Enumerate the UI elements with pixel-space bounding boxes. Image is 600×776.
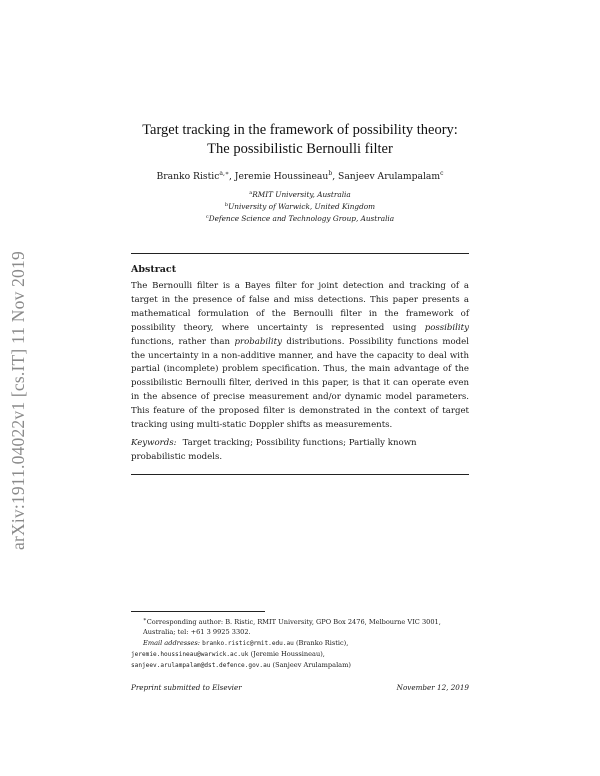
author-name: Branko Ristic (156, 171, 220, 182)
keywords (131, 437, 469, 465)
page-footer (131, 683, 469, 692)
author-name: Sanjeev Arulampalam (338, 171, 441, 182)
abstract-text: The Bernoulli filter is a Bayes filter for joint detection and tracking of a target in the presence of false and miss detections. This paper presents a mathematical formulation of the Bernoulli filter in the framework of possibility theory, where uncertainty is represented using (131, 281, 469, 333)
affiliation-mark: b (224, 202, 229, 208)
affiliation-mark: a (249, 190, 253, 196)
abstract-heading: Abstract (131, 264, 177, 275)
email-link[interactable]: sanjeev.arulampalam@dst.defence.gov.au (131, 662, 271, 669)
abstract-emphasis: possibility (424, 322, 469, 333)
email-owner: (Sanjeev Arulampalam) (272, 661, 351, 669)
footnote-block (131, 615, 469, 671)
arxiv-identifier-stamp: arXiv:1911.04022v1 [cs.IT] 11 Nov 2019 (8, 251, 28, 550)
email-owner: (Branko Ristic), (295, 638, 349, 647)
email-link[interactable]: branko.ristic@rmit.edu.au (202, 639, 294, 647)
corresponding-author-note (131, 615, 469, 638)
affiliation-text: University of Warwick, United Kingdom (228, 202, 376, 211)
affiliation (0, 212, 600, 224)
author-affiliation-mark: c (440, 170, 444, 177)
abstract-emphasis: probability (234, 336, 282, 347)
preprint-note: Preprint submitted to Elsevier (131, 683, 242, 692)
email-label: Email addresses: (143, 638, 201, 647)
keywords-text: Target tracking; Possibility functions; Partially known probabilistic models. (131, 438, 417, 462)
email-line (131, 660, 469, 671)
affiliation (0, 188, 600, 200)
abstract-text: functions, rather than (131, 336, 235, 347)
email-link[interactable]: jeremie.houssineau@warwick.ac.uk (131, 650, 249, 658)
abstract-bottom-rule (131, 474, 469, 475)
affiliation-list (0, 188, 600, 224)
preprint-date: November 12, 2019 (396, 683, 469, 692)
footnote-mark: ∗ (143, 617, 147, 623)
corresponding-author-text: Corresponding author: B. Ristic, RMIT University, GPO Box 2476, Melbourne VIC 3001, Australia; tel: +61 3 9925 3302. (143, 618, 441, 637)
abstract-body (131, 280, 469, 433)
email-owner: (Jeremie Houssineau), (250, 649, 325, 658)
affiliation-text: RMIT University, Australia (252, 190, 351, 199)
author-affiliation-mark: a,∗ (219, 170, 229, 177)
keywords-label: Keywords: (131, 438, 177, 448)
author-name: Jeremie Houssineau (234, 171, 329, 182)
footnote-rule (131, 611, 265, 612)
affiliation-mark: c (205, 214, 209, 220)
abstract-text: distributions. Possibility functions model the uncertainty in a non-additive manner, and have the capacity to deal with partial (incomplete) problem specification. Thus, the main advantage of the possibilistic Bernoulli filter, derived in this paper, is that it can operate even in the absence of precise measurement and/or dynamic model parameters. This feature of the proposed filter is demonstrated in the context of target tracking using multi-static Doppler shifts as measurements. (131, 336, 469, 431)
affiliation (0, 200, 600, 212)
author-affiliation-mark: b (328, 170, 333, 177)
author-list: Branko Ristic$^{a,∗}$, Jeremie Houssineau$^b$, Sanjeev Arulampalam$^c$ (156, 170, 444, 182)
email-addresses (131, 638, 469, 649)
title-line-1: Target tracking in the framework of possibility theory: (142, 122, 458, 138)
title-line-2: The possibilistic Bernoulli filter (207, 141, 393, 157)
paper-title (0, 121, 600, 159)
email-line (131, 649, 469, 660)
affiliation-text: Defence Science and Technology Group, Australia (208, 214, 395, 223)
abstract-top-rule (131, 253, 469, 254)
